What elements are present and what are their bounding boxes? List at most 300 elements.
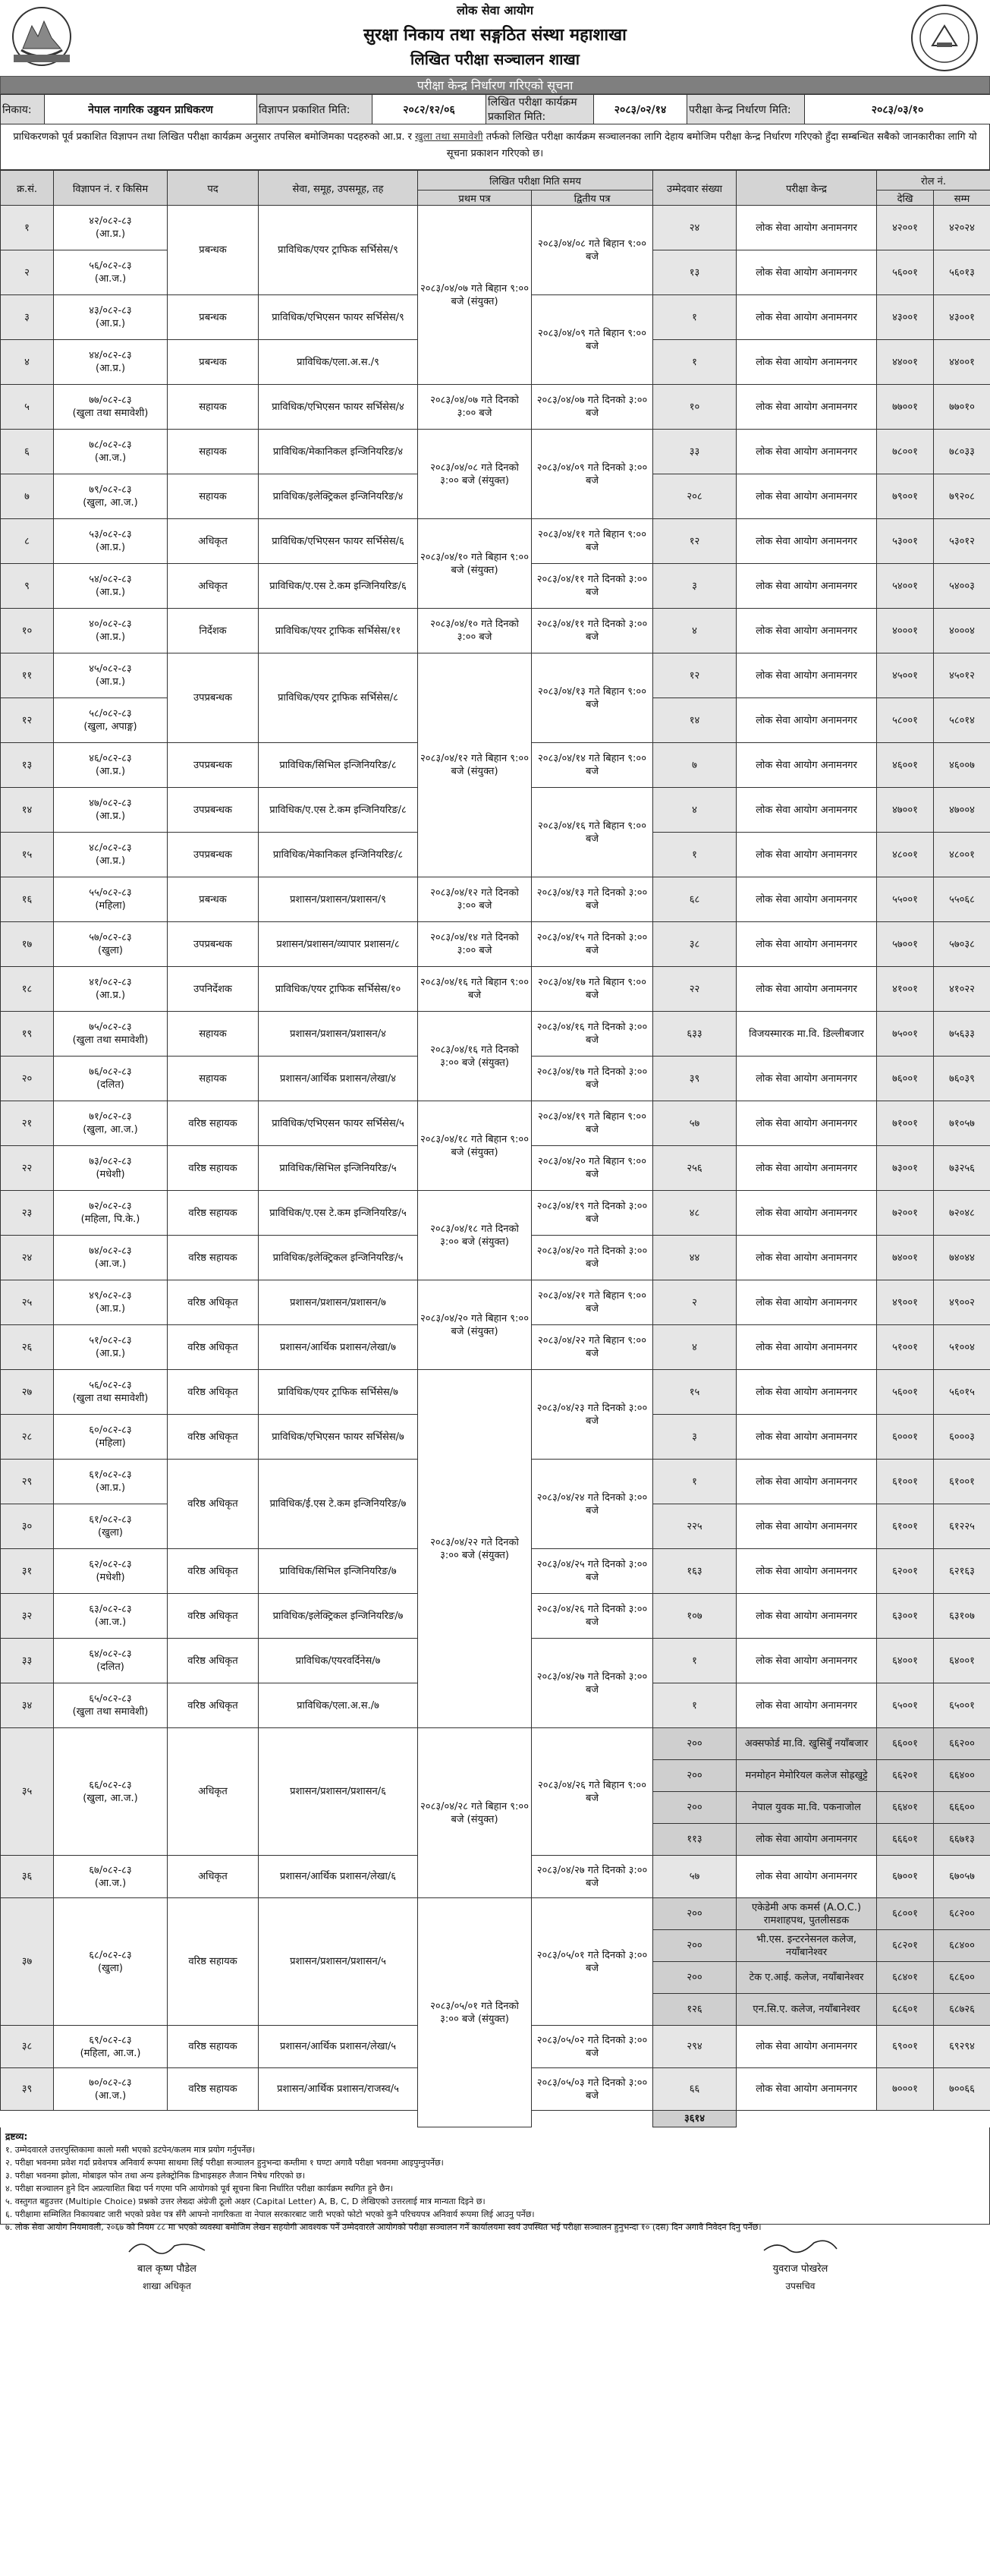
adv-type: (आ.ज.): [94, 273, 127, 285]
note-item: १. उम्मेदवारले उत्तरपुस्तिकामा कालो मसी भएको डटपेन/कलम मात्र प्रयोग गर्नुपर्नेछ।: [5, 2145, 256, 2155]
roll-from-cell: ७७००१: [877, 385, 934, 430]
center-cell: लोक सेवा आयोग अनामनगर: [737, 1639, 877, 1683]
col-service: सेवा, समूह, उपसमूह, तह: [259, 171, 418, 206]
adv-number: ६६/०८२-८३: [89, 1779, 132, 1791]
service-cell: प्रशासन/आर्थिक प्रशासन/राजस्व/५: [259, 2068, 418, 2111]
paper1-cell: २०८३/०४/१४ गते दिनको ३:०० बजे: [418, 922, 532, 967]
roll-to-cell: ४५०१२: [934, 653, 990, 698]
service-cell: प्राविधिक/ई.एस टे.कम इन्जिनियरिङ/७: [259, 1460, 418, 1549]
paper2-cell: २०८३/०४/१३ गते दिनको ३:०० बजे: [532, 877, 653, 922]
adv-number: ७४/०८२-८३: [89, 1245, 132, 1257]
service-cell: प्राविधिक/एला.अ.स./७: [259, 1683, 418, 1728]
roll-to-cell: ६४००१: [934, 1639, 990, 1683]
roll-to-cell: ६८४००: [934, 1930, 990, 1962]
table-row: [1, 1370, 990, 1415]
center-cell: लोक सेवा आयोग अनामनगर: [737, 295, 877, 340]
paper2-cell: २०८३/०४/१३ गते बिहान ९:०० बजे: [532, 653, 653, 743]
adv-cell: [54, 2026, 168, 2068]
roll-to-cell: ६८२००: [934, 1898, 990, 1930]
paper2-cell: २०८३/०४/१७ गते दिनको ३:०० बजे: [532, 1057, 653, 1101]
count-cell: २२: [653, 967, 737, 1012]
adv-date-value: २०८२/१२/०६: [372, 95, 486, 124]
post-cell: वरिष्ठ अधिकृत: [168, 1415, 259, 1460]
roll-from-cell: ६८४०१: [877, 1962, 934, 1994]
adv-cell: [54, 1504, 168, 1549]
center-cell: लोक सेवा आयोग अनामनगर: [737, 2068, 877, 2111]
table-row: [1, 1101, 990, 1146]
center-cell: लोक सेवा आयोग अनामनगर: [737, 385, 877, 430]
post-cell: वरिष्ठ अधिकृत: [168, 1280, 259, 1325]
count-cell: २४: [653, 206, 737, 250]
service-cell: प्रशासन/प्रशासन/प्रशासन/५: [259, 1898, 418, 2026]
sn-cell: १६: [1, 877, 54, 922]
paper2-cell: २०८३/०४/२६ गते बिहान ९:०० बजे: [532, 1728, 653, 1856]
paper2-cell: २०८३/०४/१५ गते दिनको ३:०० बजे: [532, 922, 653, 967]
roll-to-cell: ६१००१: [934, 1460, 990, 1504]
sn-cell: ११: [1, 653, 54, 698]
paper2-cell: २०८३/०४/१९ गते दिनको ३:०० बजे: [532, 1191, 653, 1236]
paper2-cell: २०८३/०४/२३ गते दिनको ३:०० बजे: [532, 1370, 653, 1460]
sn-cell: २६: [1, 1325, 54, 1370]
roll-from-cell: ६३००१: [877, 1594, 934, 1639]
paper2-cell: २०८३/०४/०९ गते दिनको ३:०० बजे: [532, 430, 653, 519]
roll-from-cell: ५५००१: [877, 877, 934, 922]
adv-cell: [54, 1280, 168, 1325]
table-row: [1, 385, 990, 430]
service-cell: प्राविधिक/एयर ट्राफिक सर्भिसेस/११: [259, 609, 418, 653]
roll-from-cell: ७३००१: [877, 1146, 934, 1191]
service-cell: प्राविधिक/ए.एस टे.कम इन्जिनियरिङ/५: [259, 1191, 418, 1236]
paper2-cell: २०८३/०४/१७ गते बिहान ९:०० बजे: [532, 967, 653, 1012]
roll-from-cell: ६०००१: [877, 1415, 934, 1460]
roll-to-cell: ६०००३: [934, 1415, 990, 1460]
count-cell: ६६: [653, 2068, 737, 2111]
adv-cell: [54, 922, 168, 967]
adv-type: (आ.प्र.): [95, 990, 126, 1001]
service-cell: प्राविधिक/इलेक्ट्रिकल इन्जिनियरिङ/४: [259, 474, 418, 519]
post-cell: अधिकृत: [168, 1856, 259, 1898]
roll-from-cell: ४५००१: [877, 653, 934, 698]
post-cell: वरिष्ठ अधिकृत: [168, 1370, 259, 1415]
sn-cell: २१: [1, 1101, 54, 1146]
center-cell: लोक सेवा आयोग अनामनगर: [737, 1101, 877, 1146]
center-cell: एकेडेमी अफ कमर्स (A.O.C.) रामशाहपथ, पुतलीसडक: [737, 1898, 877, 1930]
count-cell: १०७: [653, 1594, 737, 1639]
sn-cell: ३: [1, 295, 54, 340]
col-paper2: द्वितीय पत्र: [532, 191, 653, 206]
adv-type: (खुला): [98, 1962, 123, 1974]
table-row: [1, 519, 990, 564]
sn-cell: ३७: [1, 1898, 54, 2026]
adv-cell: [54, 1146, 168, 1191]
sn-cell: २०: [1, 1057, 54, 1101]
post-cell: उपप्रबन्धक: [168, 833, 259, 877]
roll-from-cell: ६८००१: [877, 1898, 934, 1930]
paper1-cell: २०८३/०४/१८ गते बिहान ९:०० बजे (संयुक्त): [418, 1101, 532, 1191]
count-cell: २२५: [653, 1504, 737, 1549]
roll-to-cell: ७१०५७: [934, 1101, 990, 1146]
table-row: [1, 1728, 990, 1760]
adv-number: ५७/०८२-८३: [89, 932, 132, 943]
count-cell: १६३: [653, 1549, 737, 1594]
count-cell: १: [653, 1460, 737, 1504]
signature-left-mark: [121, 2235, 212, 2258]
center-cell: लोक सेवा आयोग अनामनगर: [737, 1191, 877, 1236]
sn-cell: २: [1, 250, 54, 295]
service-cell: प्राविधिक/सिभिल इन्जिनियरिङ/५: [259, 1146, 418, 1191]
header: [0, 0, 990, 76]
service-cell: प्रशासन/प्रशासन/व्यापार प्रशासन/८: [259, 922, 418, 967]
paper1-cell: २०८३/०४/०८ गते दिनको ३:०० बजे (संयुक्त): [418, 430, 532, 519]
adv-number: ७६/०८२-८३: [89, 1066, 132, 1078]
count-cell: ३: [653, 564, 737, 609]
center-cell: लोक सेवा आयोग अनामनगर: [737, 519, 877, 564]
post-cell: वरिष्ठ सहायक: [168, 1146, 259, 1191]
roll-to-cell: ४७००४: [934, 788, 990, 833]
sn-cell: १३: [1, 743, 54, 788]
adv-cell: [54, 1683, 168, 1728]
adv-type: (आ.प्र.): [95, 766, 126, 777]
roll-from-cell: ६४००१: [877, 1639, 934, 1683]
adv-number: ६०/०८२-८३: [89, 1425, 132, 1436]
service-cell: प्रशासन/आर्थिक प्रशासन/लेखा/४: [259, 1057, 418, 1101]
count-cell: २००: [653, 1962, 737, 1994]
roll-from-cell: ७५००१: [877, 1012, 934, 1057]
sn-cell: १७: [1, 922, 54, 967]
roll-to-cell: ४९००२: [934, 1280, 990, 1325]
adv-type: (खुला, अपाङ्ग): [83, 721, 137, 732]
roll-from-cell: ७०००१: [877, 2068, 934, 2111]
roll-to-cell: ५६०१३: [934, 250, 990, 295]
signature-left-name: बाल कृष्ण पौडेल: [137, 2263, 196, 2275]
center-cell: लोक सेवा आयोग अनामनगर: [737, 922, 877, 967]
roll-from-cell: ७८००१: [877, 430, 934, 474]
roll-to-cell: ६१२२५: [934, 1504, 990, 1549]
roll-from-cell: ५७००१: [877, 922, 934, 967]
sn-cell: ३२: [1, 1594, 54, 1639]
col-to: सम्म: [934, 191, 990, 206]
center-cell: लोक सेवा आयोग अनामनगर: [737, 1856, 877, 1898]
center-cell: टेक ए.आई. कलेज, नयाँबानेश्वर: [737, 1962, 877, 1994]
roll-from-cell: ७९००१: [877, 474, 934, 519]
roll-from-cell: ४९००१: [877, 1280, 934, 1325]
adv-type: (खुला): [98, 1527, 123, 1538]
paper2-cell: २०८३/०४/२० गते दिनको ३:०० बजे: [532, 1236, 653, 1280]
adv-number: ४६/०८२-८३: [89, 753, 132, 764]
post-cell: अधिकृत: [168, 519, 259, 564]
adv-type: (खुला): [98, 945, 123, 956]
roll-from-cell: ५८००१: [877, 698, 934, 743]
center-cell: लोक सेवा आयोग अनामनगर: [737, 1415, 877, 1460]
post-cell: वरिष्ठ अधिकृत: [168, 1325, 259, 1370]
roll-to-cell: ५४००३: [934, 564, 990, 609]
roll-from-cell: ५६००१: [877, 1370, 934, 1415]
count-cell: १०: [653, 385, 737, 430]
service-cell: प्राविधिक/ए.एस टे.कम इन्जिनियरिङ/६: [259, 564, 418, 609]
adv-type: (आ.ज.): [94, 2089, 127, 2102]
count-cell: ५७: [653, 1101, 737, 1146]
adv-type: (आ.प्र.): [95, 1482, 126, 1494]
center-cell: लोक सेवा आयोग अनामनगर: [737, 1236, 877, 1280]
roll-from-cell: ६८६०१: [877, 1994, 934, 2026]
count-cell: ६८: [653, 877, 737, 922]
paper2-cell: २०८३/०४/२७ गते दिनको ३:०० बजे: [532, 1856, 653, 1898]
adv-type: (आ.प्र.): [95, 631, 126, 643]
roll-to-cell: ७३२५६: [934, 1146, 990, 1191]
count-cell: २००: [653, 1792, 737, 1824]
sn-cell: १५: [1, 833, 54, 877]
paper1-cell: २०८३/०४/१२ गते बिहान ९:०० बजे (संयुक्त): [418, 653, 532, 877]
table-row: [1, 1280, 990, 1325]
org-name: लोक सेवा आयोग: [456, 3, 534, 17]
adv-cell: [54, 1101, 168, 1146]
adv-cell: [54, 474, 168, 519]
adv-cell: [54, 1460, 168, 1504]
roll-to-cell: ६३१०७: [934, 1594, 990, 1639]
table-row: [1, 206, 990, 250]
service-cell: प्राविधिक/इलेक्ट्रिकल इन्जिनियरिङ/५: [259, 1236, 418, 1280]
roll-to-cell: ६६७१३: [934, 1824, 990, 1856]
post-cell: उपनिर्देशक: [168, 967, 259, 1012]
adv-number: ५३/०८२-८३: [89, 529, 132, 540]
sn-cell: ३५: [1, 1728, 54, 1856]
roll-from-cell: ४०००१: [877, 609, 934, 653]
post-cell: सहायक: [168, 1012, 259, 1057]
roll-from-cell: ६६२०१: [877, 1760, 934, 1792]
roll-to-cell: ४१०२२: [934, 967, 990, 1012]
adv-number: ४०/०८२-८३: [89, 619, 132, 630]
roll-to-cell: ५१००४: [934, 1325, 990, 1370]
post-cell: वरिष्ठ अधिकृत: [168, 1683, 259, 1728]
adv-number: ४१/०८२-८३: [89, 977, 132, 988]
adv-type: (खुला तथा समावेशी): [72, 1393, 149, 1404]
post-cell: वरिष्ठ अधिकृत: [168, 1594, 259, 1639]
total-count: ३६१४: [653, 2111, 737, 2127]
adv-number: ४९/०८२-८३: [89, 1290, 132, 1302]
count-cell: २०८: [653, 474, 737, 519]
roll-to-cell: ७४०४४: [934, 1236, 990, 1280]
count-cell: २००: [653, 1930, 737, 1962]
adv-type: (दलित): [96, 1079, 124, 1091]
roll-from-cell: ४४००१: [877, 340, 934, 385]
sn-cell: ३४: [1, 1683, 54, 1728]
count-cell: १२: [653, 653, 737, 698]
adv-cell: [54, 788, 168, 833]
post-cell: उपप्रबन्धक: [168, 922, 259, 967]
center-cell: लोक सेवा आयोग अनामनगर: [737, 877, 877, 922]
count-cell: ४: [653, 609, 737, 653]
adv-type: (आ.ज.): [94, 1617, 127, 1628]
roll-from-cell: ७४००१: [877, 1236, 934, 1280]
total-spacer: [1, 2111, 653, 2127]
count-cell: १: [653, 1683, 737, 1728]
roll-from-cell: ४२००१: [877, 206, 934, 250]
sn-cell: २७: [1, 1370, 54, 1415]
service-cell: प्राविधिक/ए.एस टे.कम इन्जिनियरिङ/८: [259, 788, 418, 833]
adv-cell: [54, 1057, 168, 1101]
center-cell: लोक सेवा आयोग अनामनगर: [737, 609, 877, 653]
adv-number: ६७/०८२-८३: [89, 1864, 132, 1876]
adv-cell: [54, 1191, 168, 1236]
post-cell: सहायक: [168, 430, 259, 474]
center-cell: नेपाल युवक मा.वि. पकनाजोल: [737, 1792, 877, 1824]
paper2-cell: २०८३/०४/२५ गते दिनको ३:०० बजे: [532, 1549, 653, 1594]
signature-left-title: शाखा अधिकृत: [143, 2281, 191, 2291]
adv-cell: [54, 1594, 168, 1639]
roll-to-cell: ६६२००: [934, 1728, 990, 1760]
count-cell: १: [653, 340, 737, 385]
center-cell: अक्सफोर्ड मा.वि. खुसिबुँ नयाँबजार: [737, 1728, 877, 1760]
paper2-cell: २०८३/०४/१६ गते दिनको ३:०० बजे: [532, 1012, 653, 1057]
post-cell: सहायक: [168, 1057, 259, 1101]
post-cell: निर्देशक: [168, 609, 259, 653]
adv-number: ५५/०८२-८३: [89, 887, 132, 899]
roll-to-cell: ७००६६: [934, 2068, 990, 2111]
roll-to-cell: ६७०५७: [934, 1856, 990, 1898]
count-cell: २: [653, 1280, 737, 1325]
adv-type: (आ.प्र.): [95, 811, 126, 822]
paper2-cell: २०८३/०४/२२ गते बिहान ९:०० बजे: [532, 1325, 653, 1370]
adv-type: (महिला, पि.के.): [80, 1214, 140, 1225]
adv-number: ६५/०८२-८३: [89, 1693, 132, 1705]
adv-type: (आ.प्र.): [95, 363, 126, 374]
col-exam: लिखित परीक्षा मिति समय: [418, 171, 653, 191]
note-item: ७. लोक सेवा आयोग नियमावली, २०६७ को नियम ८८ मा भएको व्यवस्था बमोजिम लेखन सहयोगी आवश्यक पर्ने उम्मेदवारले आयोगको परीक्षा सञ्चालन गर्ने कार्यालयमा स्वयं उपस्थित भई परीक्षा सञ्चालन हुनुभन्दा १० (दस) दिन अगावै निवेदन दिनु पर्नेछ।: [5, 2222, 762, 2232]
roll-from-cell: ६६४०१: [877, 1792, 934, 1824]
table-row: [1, 922, 990, 967]
adv-type: (आ.प्र.): [95, 676, 126, 688]
adv-type: (महिला): [95, 900, 126, 912]
adv-cell: [54, 833, 168, 877]
adv-number: ६२/०८२-८३: [89, 1559, 132, 1570]
paper1-cell: २०८३/०४/१० गते बिहान ९:०० बजे (संयुक्त): [418, 519, 532, 609]
adv-type: (आ.प्र.): [95, 228, 126, 240]
roll-to-cell: ४२०२४: [934, 206, 990, 250]
count-cell: २००: [653, 1728, 737, 1760]
center-cell: लोक सेवा आयोग अनामनगर: [737, 967, 877, 1012]
service-cell: प्राविधिक/एभिएसन फायर सर्भिसेस/५: [259, 1101, 418, 1146]
adv-type: (खुला, आ.ज.): [83, 1124, 138, 1135]
paper2-cell: २०८३/०४/०९ गते बिहान ९:०० बजे: [532, 295, 653, 385]
roll-from-cell: ६७००१: [877, 1856, 934, 1898]
adv-cell: [54, 877, 168, 922]
adv-type: (आ.ज.): [94, 1258, 127, 1270]
note-item: २. परीक्षा भवनमा प्रवेश गर्दा प्रवेशपत्र अनिवार्य रूपमा साथमा लिई परीक्षा सञ्चालन हुनुभन्दा कम्तीमा १ घण्टा अगावै परीक्षा भवनमा आइपुग्नुपर्नेछ।: [5, 2158, 444, 2168]
count-cell: १: [653, 295, 737, 340]
count-cell: ६३३: [653, 1012, 737, 1057]
service-cell: प्राविधिक/एयर ट्राफिक सर्भिसेस/९: [259, 206, 418, 295]
table-row: [1, 1898, 990, 1930]
sn-cell: १०: [1, 609, 54, 653]
paper2-cell: २०८३/०४/१४ गते बिहान ९:०० बजे: [532, 743, 653, 788]
adv-cell: [54, 1415, 168, 1460]
count-cell: ४८: [653, 1191, 737, 1236]
adv-cell: [54, 564, 168, 609]
adv-number: ४५/०८२-८३: [89, 663, 132, 675]
sn-cell: ६: [1, 430, 54, 474]
post-cell: वरिष्ठ सहायक: [168, 1898, 259, 2026]
post-cell: वरिष्ठ सहायक: [168, 1236, 259, 1280]
service-cell: प्राविधिक/एभिएसन फायर सर्भिसेस/६: [259, 519, 418, 564]
count-cell: १: [653, 833, 737, 877]
post-cell: वरिष्ठ सहायक: [168, 1191, 259, 1236]
service-cell: प्रशासन/प्रशासन/प्रशासन/६: [259, 1728, 418, 1856]
roll-from-cell: ७२००१: [877, 1191, 934, 1236]
paper1-cell: २०८३/०४/०७ गते बिहान ९:०० बजे (संयुक्त): [418, 206, 532, 385]
post-cell: प्रबन्धक: [168, 206, 259, 295]
table-row: [1, 967, 990, 1012]
sn-cell: ७: [1, 474, 54, 519]
note-item: ४. परीक्षा सञ्चालन हुने दिन अप्रत्याशित बिदा पर्न गएमा पनि आयोगको पूर्व सूचना बिना निर्धारित परीक्षा कार्यक्रम स्थगित हुने छैन।: [5, 2184, 394, 2193]
adv-type: (आ.प्र.): [95, 1303, 126, 1315]
roll-to-cell: ६६६००: [934, 1792, 990, 1824]
intro-underlined: खुला तथा समावेशी: [415, 131, 483, 143]
post-cell: सहायक: [168, 474, 259, 519]
service-cell: प्राविधिक/इलेक्ट्रिकल इन्जिनियरिङ/७: [259, 1594, 418, 1639]
roll-from-cell: ४७००१: [877, 788, 934, 833]
adv-cell: [54, 1898, 168, 2026]
sn-cell: ३३: [1, 1639, 54, 1683]
roll-from-cell: ५६००१: [877, 250, 934, 295]
count-cell: १३: [653, 250, 737, 295]
paper2-cell: २०८३/०५/०१ गते दिनको ३:०० बजे: [532, 1898, 653, 2026]
count-cell: २००: [653, 1898, 737, 1930]
roll-from-cell: ७१००१: [877, 1101, 934, 1146]
roll-to-cell: ५५०६८: [934, 877, 990, 922]
paper2-cell: २०८३/०४/०८ गते बिहान ९:०० बजे: [532, 206, 653, 295]
paper1-cell: २०८३/०४/०७ गते दिनको ३:०० बजे: [418, 385, 532, 430]
agency-value: नेपाल नागरिक उड्डयन प्राधिकरण: [45, 95, 257, 124]
service-cell: प्रशासन/आर्थिक प्रशासन/लेखा/५: [259, 2026, 418, 2068]
center-date-label: परीक्षा केन्द्र निर्धारण मिति:: [687, 95, 805, 124]
adv-date-label: विज्ञापन प्रकाशित मिति:: [257, 95, 372, 124]
col-from: देखि: [877, 191, 934, 206]
roll-to-cell: ७२०४८: [934, 1191, 990, 1236]
adv-cell: [54, 1639, 168, 1683]
service-cell: प्राविधिक/एयर ट्राफिक सर्भिसेस/१०: [259, 967, 418, 1012]
center-cell: लोक सेवा आयोग अनामनगर: [737, 743, 877, 788]
roll-to-cell: ६९२९४: [934, 2026, 990, 2068]
center-cell: एन.सि.ए. कलेज, नयाँबानेश्वर: [737, 1994, 877, 2026]
count-cell: २५६: [653, 1146, 737, 1191]
post-cell: अधिकृत: [168, 564, 259, 609]
note-item: ६. परीक्षामा सम्मिलित निकायबाट जारी भएको प्रवेश पत्र सँगै आफ्नो नागरिकता वा नेपाल सरकारबाट जारी भएको फोटो भएको कुनै परिचयपत्र अनिवार्य रूपमा लिई आउनु पर्नेछ।: [5, 2209, 535, 2219]
adv-type: (मधेशी): [96, 1169, 125, 1180]
center-cell: लोक सेवा आयोग अनामनगर: [737, 1549, 877, 1594]
roll-to-cell: ७५६३३: [934, 1012, 990, 1057]
count-cell: ३३: [653, 430, 737, 474]
count-cell: ३९: [653, 1057, 737, 1101]
adv-cell: [54, 250, 168, 295]
roll-to-cell: ६८७२६: [934, 1994, 990, 2026]
roll-to-cell: ६५००१: [934, 1683, 990, 1728]
paper2-cell: २०८३/०४/२० गते बिहान ९:०० बजे: [532, 1146, 653, 1191]
service-cell: प्रशासन/प्रशासन/प्रशासन/४: [259, 1012, 418, 1057]
center-cell: लोक सेवा आयोग अनामनगर: [737, 340, 877, 385]
roll-to-cell: ५३०१२: [934, 519, 990, 564]
notes-title: द्रष्टव्य:: [5, 2131, 28, 2142]
sn-cell: ३१: [1, 1549, 54, 1594]
count-cell: ३८: [653, 922, 737, 967]
sn-cell: २२: [1, 1146, 54, 1191]
adv-number: ७०/०८२-८३: [89, 2077, 132, 2089]
roll-from-cell: ६६६०१: [877, 1824, 934, 1856]
center-cell: लोक सेवा आयोग अनामनगर: [737, 833, 877, 877]
sn-cell: ३६: [1, 1856, 54, 1898]
adv-cell: [54, 519, 168, 564]
roll-from-cell: ६९००१: [877, 2026, 934, 2068]
table-row: [1, 609, 990, 653]
